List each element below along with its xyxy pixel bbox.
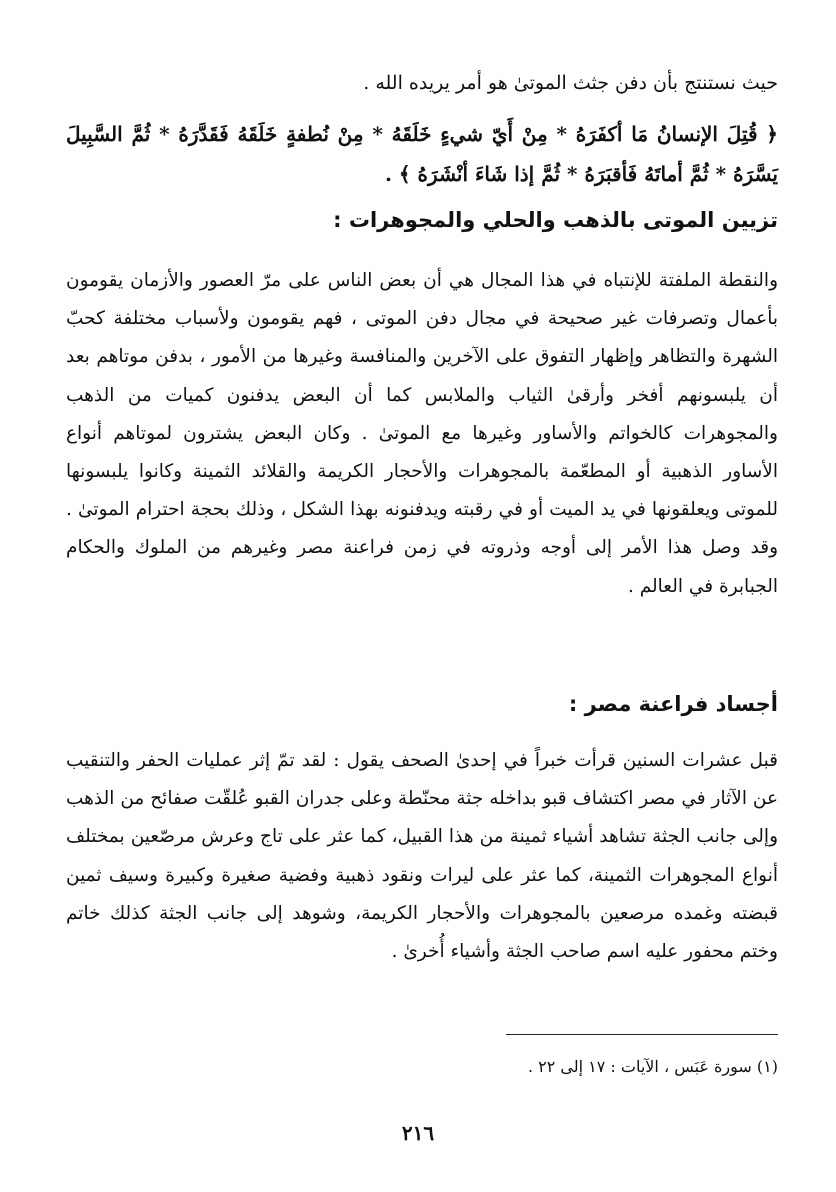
section-heading-pharaohs: أجساد فراعنة مصر : [568, 692, 778, 716]
paragraph-adornment: والنقطة الملفتة للإنتباه في هذا المجال هي أن بعض الناس على مرّ العصور والأزمان يقومون بأعمال وتصرفات غير صحيحة في مجال دفن الموتى ، فهم يقومون ولأسباب مختلفة كحبّ الشهرة والتظاهر وإظهار التفوق على الآخرين والمنافسة وغيرها من الأمور ، بدفن موتاهم بعد أن يلبسونهم أفخر وأرقىٰ الثياب والملابس كما أن البعض يدفنون كميات من الذهب والمجوهرات كالخواتم والأساور وغيرها مع الموتىٰ . وكان البعض يشترون لموتاهم أنواع الأساور الذهبية أو المطعّمة بالمجوهرات والأحجار الكريمة والقلائد الثمينة وكانوا يلبسونها للموتى ويعلقونها في يد الميت أو في رقبته ويدفنونه بهذا الشكل ، وذلك بحجة احترام الموتىٰ . وقد وصل هذا الأمر إلى أوجه وذروته في زمن فراعنة مصر وغيرهم من الملوك والحكام الجبابرة في العالم . [66, 270, 778, 597]
footnote: (١) سورة عَبَس ، الآيات : ١٧ إلى ٢٢ . [527, 1057, 778, 1076]
paragraph-pharaohs: قبل عشرات السنين قرأت خبراً في إحدىٰ الصحف يقول : لقد تمّ إثر عمليات الحفر والتنقيب عن الآثار في مصر اكتشاف قبو بداخله جثة محنّطة وعلى جدران القبو عُلقّت صفائح من الذهب وإلى جانب الجثة تشاهد أشياء ثمينة من هذا القبيل، كما عثر على تاج وعرش مرصّعين بمختلف أنواع المجوهرات الثمينة، كما عثر على ليرات ونقود ذهبية وفضية صغيرة وكبيرة وسيف ثمين قبضته وغمده مرصعين بالمجوهرات والأحجار الكريمة، وشوهد إلى جانب الجثة كذلك خاتم وختم محفور عليه اسم صاحب الجثة وأشياء أُخرىٰ . [66, 750, 778, 963]
footnote-divider [506, 1034, 778, 1035]
intro-line: حيث نستنتج بأن دفن جثث الموتىٰ هو أمر يريده الله . [363, 72, 778, 94]
page-number: ٢١٦ [401, 1121, 435, 1145]
quran-verse: ﴿ قُتِلَ الإنسانُ مَا أكفَرَهُ * مِنْ أَيّ شيءٍ خَلَقَهُ * مِنْ نُطفةٍ خَلَقَهُ فَقَدَّرَهُ * ثُمَّ السَّبِيلَ يَسَّرَهُ * ثُمَّ أماتَهُ فَأقبَرَهُ * ثُمَّ إذا شَاءَ أنْشَرَهُ ﴾ . [66, 122, 778, 186]
section-heading-adornment: تزيين الموتى بالذهب والحلي والمجوهرات : [333, 208, 778, 232]
